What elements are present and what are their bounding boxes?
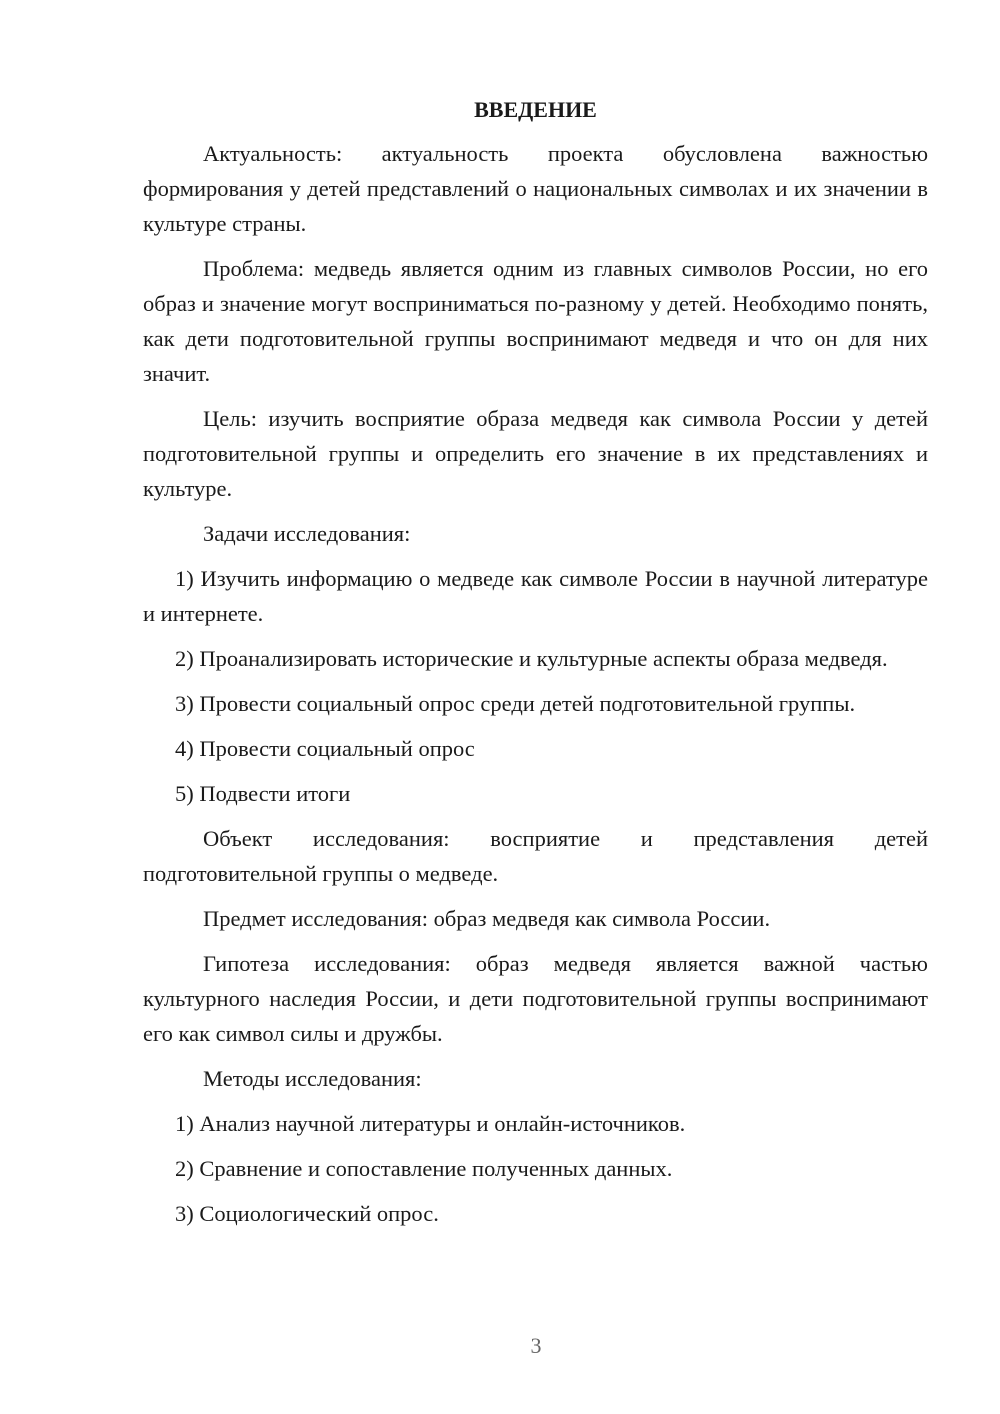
method-item: 3) Социологический опрос.: [175, 1201, 439, 1226]
task-item: 1) Изучить информацию о медведе как символе России в научной литературе и интернете.: [143, 566, 928, 626]
task-item: 3) Провести социальный опрос среди детей подготовительной группы.: [175, 691, 856, 716]
hypothesis-paragraph: Гипотеза исследования: образ медведя является важной частью культурного наследия России, и дети подготовительной группы воспринимают его как символ силы и дружбы.: [143, 951, 928, 1046]
tasks-title: Задачи исследования:: [203, 521, 411, 546]
section-heading: ВВЕДЕНИЕ: [474, 97, 597, 122]
subject-paragraph: Предмет исследования: образ медведя как символа России.: [203, 906, 771, 931]
task-item: 5) Подвести итоги: [175, 781, 351, 806]
task-item: 2) Проанализировать исторические и культурные аспекты образа медведя.: [175, 646, 888, 671]
methods-title: Методы исследования:: [203, 1066, 422, 1091]
task-item: 4) Провести социальный опрос: [175, 736, 475, 761]
page-number: 3: [530, 1333, 542, 1358]
method-item: 2) Сравнение и сопоставление полученных данных.: [175, 1156, 673, 1181]
problem-paragraph: Проблема: медведь является одним из главных символов России, но его образ и значение могут восприниматься по-разному у детей. Необходимо понять, как дети подготовительной группы воспринимают медведя и что он для них значит.: [143, 256, 928, 386]
relevance-paragraph: Актуальность: актуальность проекта обусловлена важностью формирования у детей представлений о национальных символах и их значении в культуре страны.: [143, 141, 928, 236]
method-item: 1) Анализ научной литературы и онлайн-источников.: [175, 1111, 686, 1136]
goal-paragraph: Цель: изучить восприятие образа медведя как символа России у детей подготовительной группы и определить его значение в их представлениях и культуре.: [143, 406, 928, 501]
document-page: [143, 92, 928, 1241]
object-paragraph: Объект исследования: восприятие и представления детей подготовительной группы о медведе.: [143, 826, 928, 886]
